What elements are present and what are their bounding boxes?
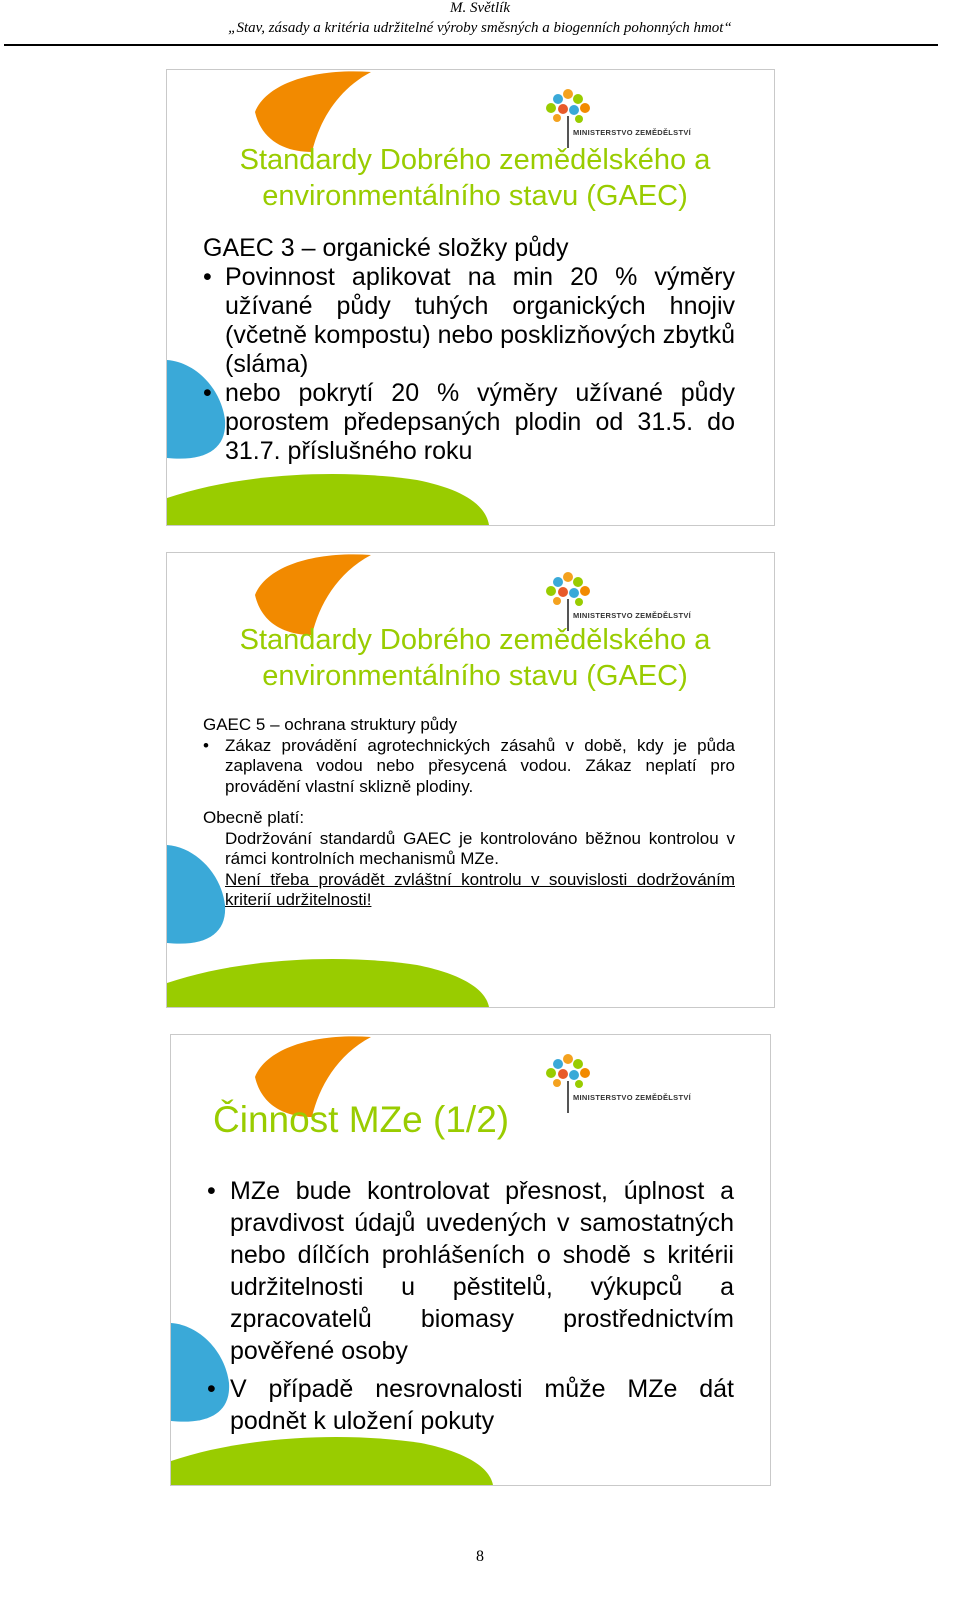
bullet-text: MZe bude kontrolovat přesnost, úplnost a pravdivost údajů uvedených v samostatných nebo dílčích prohlášeních o shodě s kritérii udržitelnosti u pěstitelů, výkupců a zpracovatelů biomasy prostřednictvím pověřené osoby	[230, 1177, 734, 1365]
bullet-icon: •	[203, 735, 209, 755]
header-rule	[4, 44, 938, 46]
header-title: „Stav, zásady a kritéria udržitelné výroby směsných a biogenních pohonných hmot“	[228, 20, 732, 36]
ministry-logo	[543, 1053, 692, 1117]
slide-3	[171, 1035, 770, 1485]
slide-title	[197, 622, 753, 694]
slide-1	[167, 70, 774, 525]
bullet-icon: •	[203, 263, 212, 291]
bullet-icon: •	[207, 1375, 216, 1403]
logo-text: MINISTERSTVO ZEMĚDĚLSTVÍ	[573, 128, 692, 137]
title-line: Standardy Dobrého zemědělského a	[239, 624, 711, 656]
slide-title	[197, 142, 753, 214]
bullet-text: nebo pokrytí 20 % výměry užívané půdy porostem předepsaných plodin od 31.5. do 31.7. příslušného roku	[225, 379, 735, 465]
slide-content	[207, 1175, 734, 1437]
slide-2	[167, 553, 774, 1007]
list-item	[207, 1175, 734, 1367]
gaec-heading: GAEC 5 – ochrana struktury půdy	[203, 715, 458, 734]
list-item	[207, 1373, 734, 1437]
bullet-text: Povinnost aplikovat na min 20 % výměry užívané půdy tuhých organických hnojiv (včetně kompostu) nebo posklizňových zbytků (sláma)	[225, 263, 735, 378]
bullet-text: V případě nesrovnalosti může MZe dát podnět k uložení pokuty	[230, 1375, 734, 1435]
slide-title: Činnost MZe (1/2)	[213, 1099, 510, 1140]
list-item	[203, 736, 735, 798]
title-line: environmentálního stavu (GAEC)	[262, 180, 688, 212]
gaec-heading: GAEC 3 – organické složky půdy	[203, 234, 569, 262]
logo-text: MINISTERSTVO ZEMĚDĚLSTVÍ	[573, 611, 692, 620]
page-number: 8	[476, 1548, 484, 1565]
bullet-text: Zákaz provádění agrotechnických zásahů v době, kdy je půda zaplavena vodou nebo přesycená vodou. Zákaz neplatí pro provádění vlastní sklizně plodiny.	[225, 735, 735, 796]
general-underlined-text: Není třeba provádět zvláštní kontrolu v souvislosti dodržováním kriterií udržitelnosti!	[225, 869, 735, 909]
bullet-icon: •	[203, 379, 212, 407]
bullet-icon: •	[207, 1177, 216, 1205]
slide-content	[203, 234, 735, 466]
list-item	[203, 263, 735, 379]
title-line: Standardy Dobrého zemědělského a	[239, 144, 711, 176]
general-heading: Obecně platí:	[203, 808, 305, 827]
slide-content	[203, 715, 735, 911]
title-line: environmentálního stavu (GAEC)	[262, 660, 688, 692]
header-author: M. Světlík	[450, 0, 510, 16]
list-item	[203, 379, 735, 466]
general-text: Dodržování standardů GAEC je kontrolováno běžnou kontrolou v rámci kontrolních mechanismů MZe.	[225, 828, 735, 868]
logo-text: MINISTERSTVO ZEMĚDĚLSTVÍ	[573, 1093, 692, 1102]
